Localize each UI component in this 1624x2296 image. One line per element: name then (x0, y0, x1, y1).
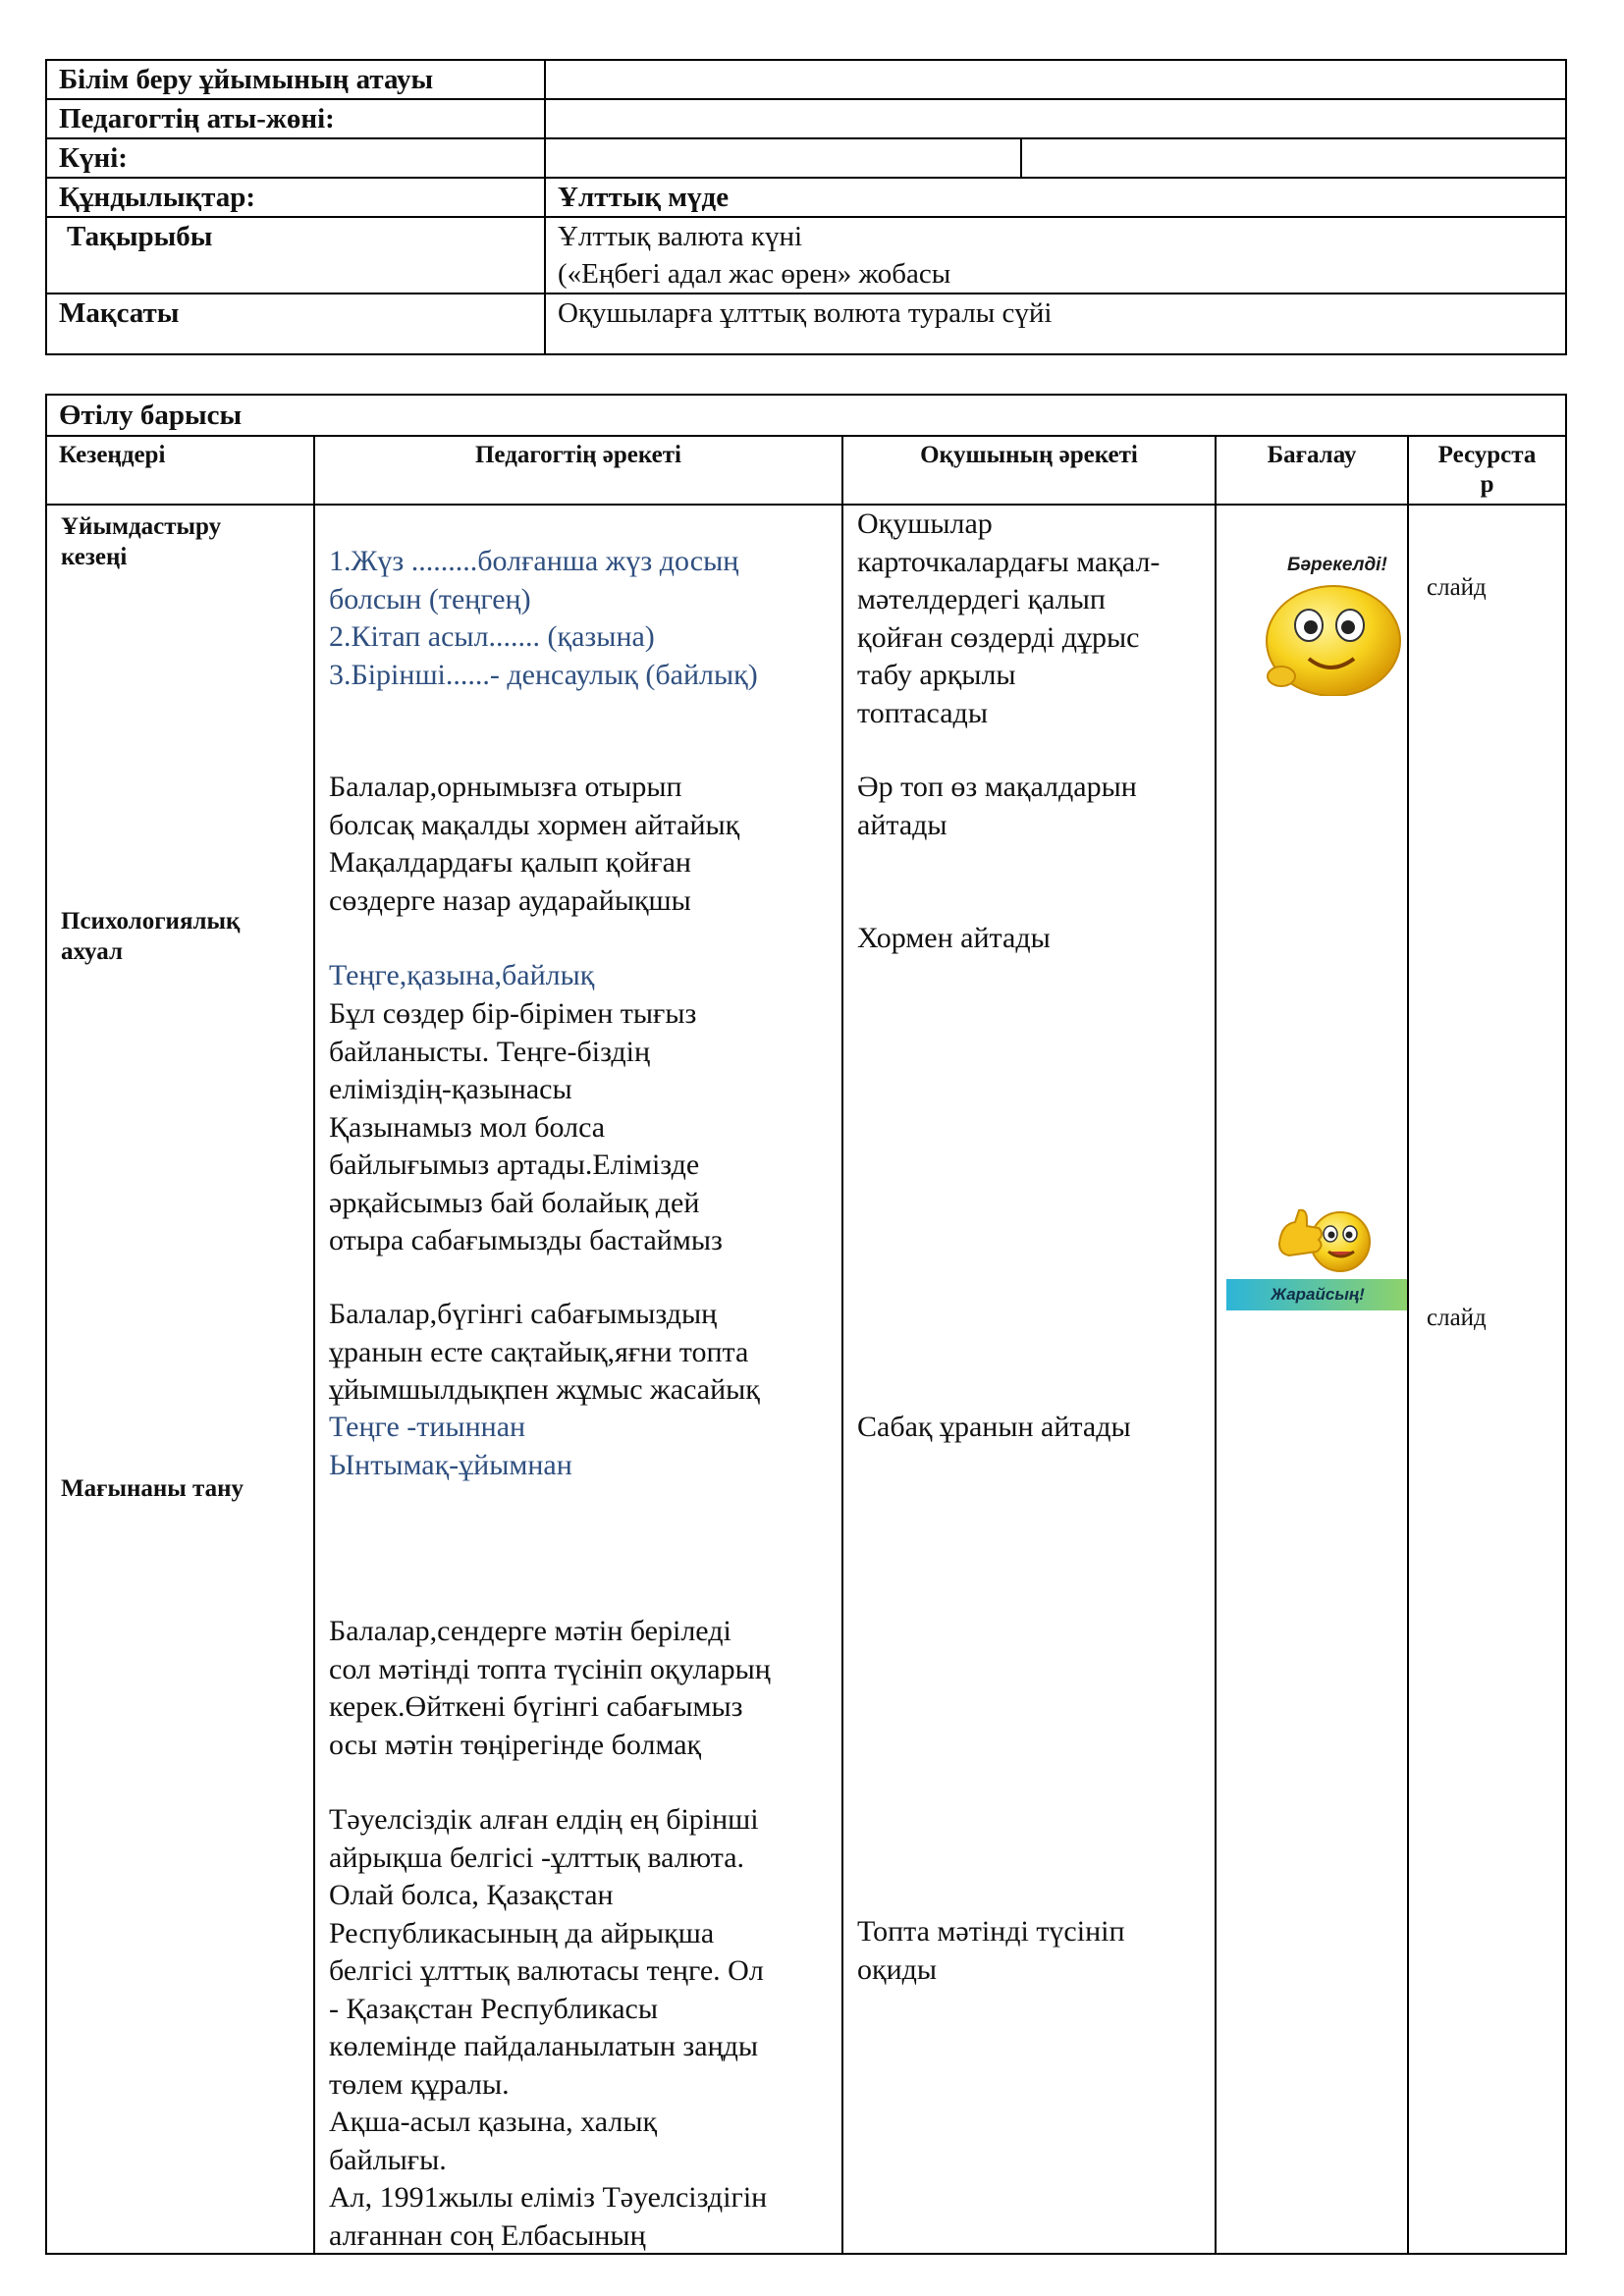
teacher-para-1 (329, 769, 739, 920)
plan-table (45, 394, 1567, 2255)
text-line: белгісі ұлттық валютасы теңге. Ол (329, 1954, 764, 1987)
header-assessment: Бағалау (1216, 436, 1408, 505)
header-resources (1408, 436, 1566, 505)
slogan-line: Ынтымақ-ұйымнан (329, 1448, 572, 1481)
text-line: байланысты. Теңге-біздің (329, 1035, 651, 1068)
org-value (545, 60, 1566, 99)
teacher-cell (314, 505, 842, 2254)
text-line: сөздерге назар аударайықшы (329, 883, 691, 917)
assessment-cell (1216, 505, 1408, 2254)
text-line: - Қазақстан Республикасы (329, 1992, 658, 2025)
badge-1-label: Бәрекелді! (1287, 555, 1387, 575)
text-line: қойған сөздерді дұрыс (857, 620, 1140, 654)
text-line: Тәуелсіздік алған елдің ең бірінші (329, 1803, 759, 1836)
thumbs-up-smiley-icon (1270, 1204, 1387, 1283)
lesson-slogan (329, 1409, 572, 1484)
text-line: Бұл сөздер бір-бірімен тығыз (329, 997, 697, 1030)
praise-badge-2 (1226, 1204, 1408, 1312)
stage-meaning: Мағынаны тану (61, 1475, 244, 1502)
resources-cell (1408, 505, 1566, 2254)
student-activity-1 (857, 506, 1160, 732)
goal-label: Мақсаты (46, 294, 545, 354)
text-line: Ақша-асыл қазына, халық (329, 2106, 658, 2138)
values-value: Ұлттық мүде (545, 178, 1566, 217)
text-line: табу арқылы (857, 659, 1016, 691)
text-line: байлығымыз артады.Елімізде (329, 1148, 700, 1181)
text-line: топтасады (857, 696, 988, 729)
student-activity-4: Сабақ ұранын айтады (857, 1411, 1131, 1443)
student-cell (842, 505, 1216, 2254)
text-line: болсақ мақалды хормен айтайық (329, 808, 740, 841)
header-student: Оқушының әрекеті (842, 436, 1216, 505)
student-activity-5 (857, 1913, 1125, 1989)
header-stages: Кезеңдері (46, 436, 314, 505)
student-activity-3: Хормен айтады (857, 922, 1051, 954)
date-label: Күні: (46, 138, 545, 178)
text-line: отыра сабағымызды бастаймыз (329, 1224, 723, 1256)
text-line: Балалар,сендерге мәтін беріледі (329, 1615, 731, 1647)
text-line: әрқайсымыз бай болайық дей (329, 1186, 700, 1219)
text-line: Балалар,орнымызға отырып (329, 771, 682, 803)
date-value-1 (545, 138, 1021, 178)
stage-org-line-1: Ұйымдастыру (61, 513, 222, 540)
text-line: оқиды (857, 1952, 938, 1986)
teacher-para-2 (329, 995, 723, 1260)
text-line: Балалар,бүгінгі сабағымыздың (329, 1298, 718, 1330)
topic-line-2: («Еңбегі адал жас өрен» жобасы (558, 258, 951, 290)
text-line: Республикасының да айрықша (329, 1916, 715, 1949)
goal-value: Оқушыларға ұлттық волюта туралы сүйі (545, 294, 1566, 354)
proverb-line: 1.Жүз .........болғанша жүз досың (329, 545, 739, 577)
text-line: айрықша белгісі -ұлттық валюта. (329, 1841, 745, 1874)
stages-cell (46, 505, 314, 2254)
text-line: көлемінде пайдаланылатын заңды (329, 2030, 759, 2062)
text-line: карточкалардағы мақал- (857, 545, 1161, 578)
text-line: байлығы. (329, 2143, 447, 2176)
text-line: мәтелдердегі қалып (857, 583, 1106, 615)
stage-psych-line-1: Психологиялық (61, 908, 241, 934)
text-line: алғаннан соң Елбасының (329, 2218, 646, 2252)
date-value-2 (1021, 138, 1566, 178)
text-line: Ал, 1991жылы еліміз Тәуелсіздігін (329, 2181, 768, 2214)
header-resources-line-1: Ресурста (1437, 442, 1537, 468)
topic-value (545, 217, 1566, 294)
text-line: Оқушылар (857, 507, 993, 540)
slogan-line: Теңге -тиыннан (329, 1411, 526, 1443)
proverb-line: 3.Бірінші......- денсаулық (байлық) (329, 658, 758, 691)
stage-org (61, 511, 221, 572)
text-line: Әр топ өз мақалдарын (857, 771, 1137, 803)
info-table (45, 59, 1567, 355)
key-words: Теңге,қазына,байлық (329, 959, 595, 991)
topic-label: Тақырыбы (46, 217, 545, 294)
header-resources-line-2: р (1480, 471, 1494, 498)
text-line: еліміздің-қазынасы (329, 1073, 572, 1105)
text-line: Топта мәтінді түсініп (857, 1915, 1125, 1948)
teacher-para-3 (329, 1296, 760, 1410)
text-line: сол мәтінді топта түсініп оқуларың (329, 1652, 771, 1685)
teacher-para-4 (329, 1613, 771, 1764)
text-line: осы мәтін төңірегінде болмақ (329, 1728, 702, 1761)
text-line: ұранын есте сақтайық,яғни топта (329, 1335, 749, 1368)
teacher-para-5 (329, 1801, 767, 2255)
text-line: ұйымшылдықпен жұмыс жасайық (329, 1373, 760, 1406)
text-line: Олай болса, Қазақстан (329, 1879, 614, 1911)
values-label: Құндылықтар: (46, 178, 545, 217)
header-teacher: Педагогтің әрекеті (314, 436, 842, 505)
text-line: Мақалдардағы қалып қойған (329, 846, 691, 879)
stage-psych (61, 906, 240, 967)
badge-2-label: Жарайсың! (1271, 1285, 1365, 1304)
text-line: Қазынамыз мол болса (329, 1110, 606, 1144)
stage-org-line-2: кезеңі (61, 544, 128, 570)
resource-slide-2: слайд (1427, 1305, 1487, 1331)
text-line: айтады (857, 808, 947, 841)
stage-psych-line-2: ахуал (61, 938, 123, 965)
section-title: Өтілу барысы (46, 395, 1566, 436)
resource-slide-1: слайд (1427, 574, 1487, 601)
text-line: төлем құралы. (329, 2067, 510, 2101)
topic-line-1: Ұлттық валюта күні (558, 221, 803, 252)
teacher-label: Педагогтің аты-жөні: (46, 99, 545, 138)
proverb-line: болсын (теңгең) (329, 582, 531, 615)
teacher-value (545, 99, 1566, 138)
smiley-icon (1260, 578, 1407, 696)
praise-badge-1 (1260, 549, 1407, 686)
text-line: керек.Өйткені бүгінгі сабағымыз (329, 1690, 743, 1723)
org-label: Білім беру ұйымының атауы (46, 60, 545, 99)
student-activity-2 (857, 769, 1137, 844)
proverb-line: 2.Кітап асыл....... (қазына) (329, 620, 655, 653)
proverbs-block (329, 543, 758, 694)
badge-2-banner (1226, 1279, 1408, 1310)
